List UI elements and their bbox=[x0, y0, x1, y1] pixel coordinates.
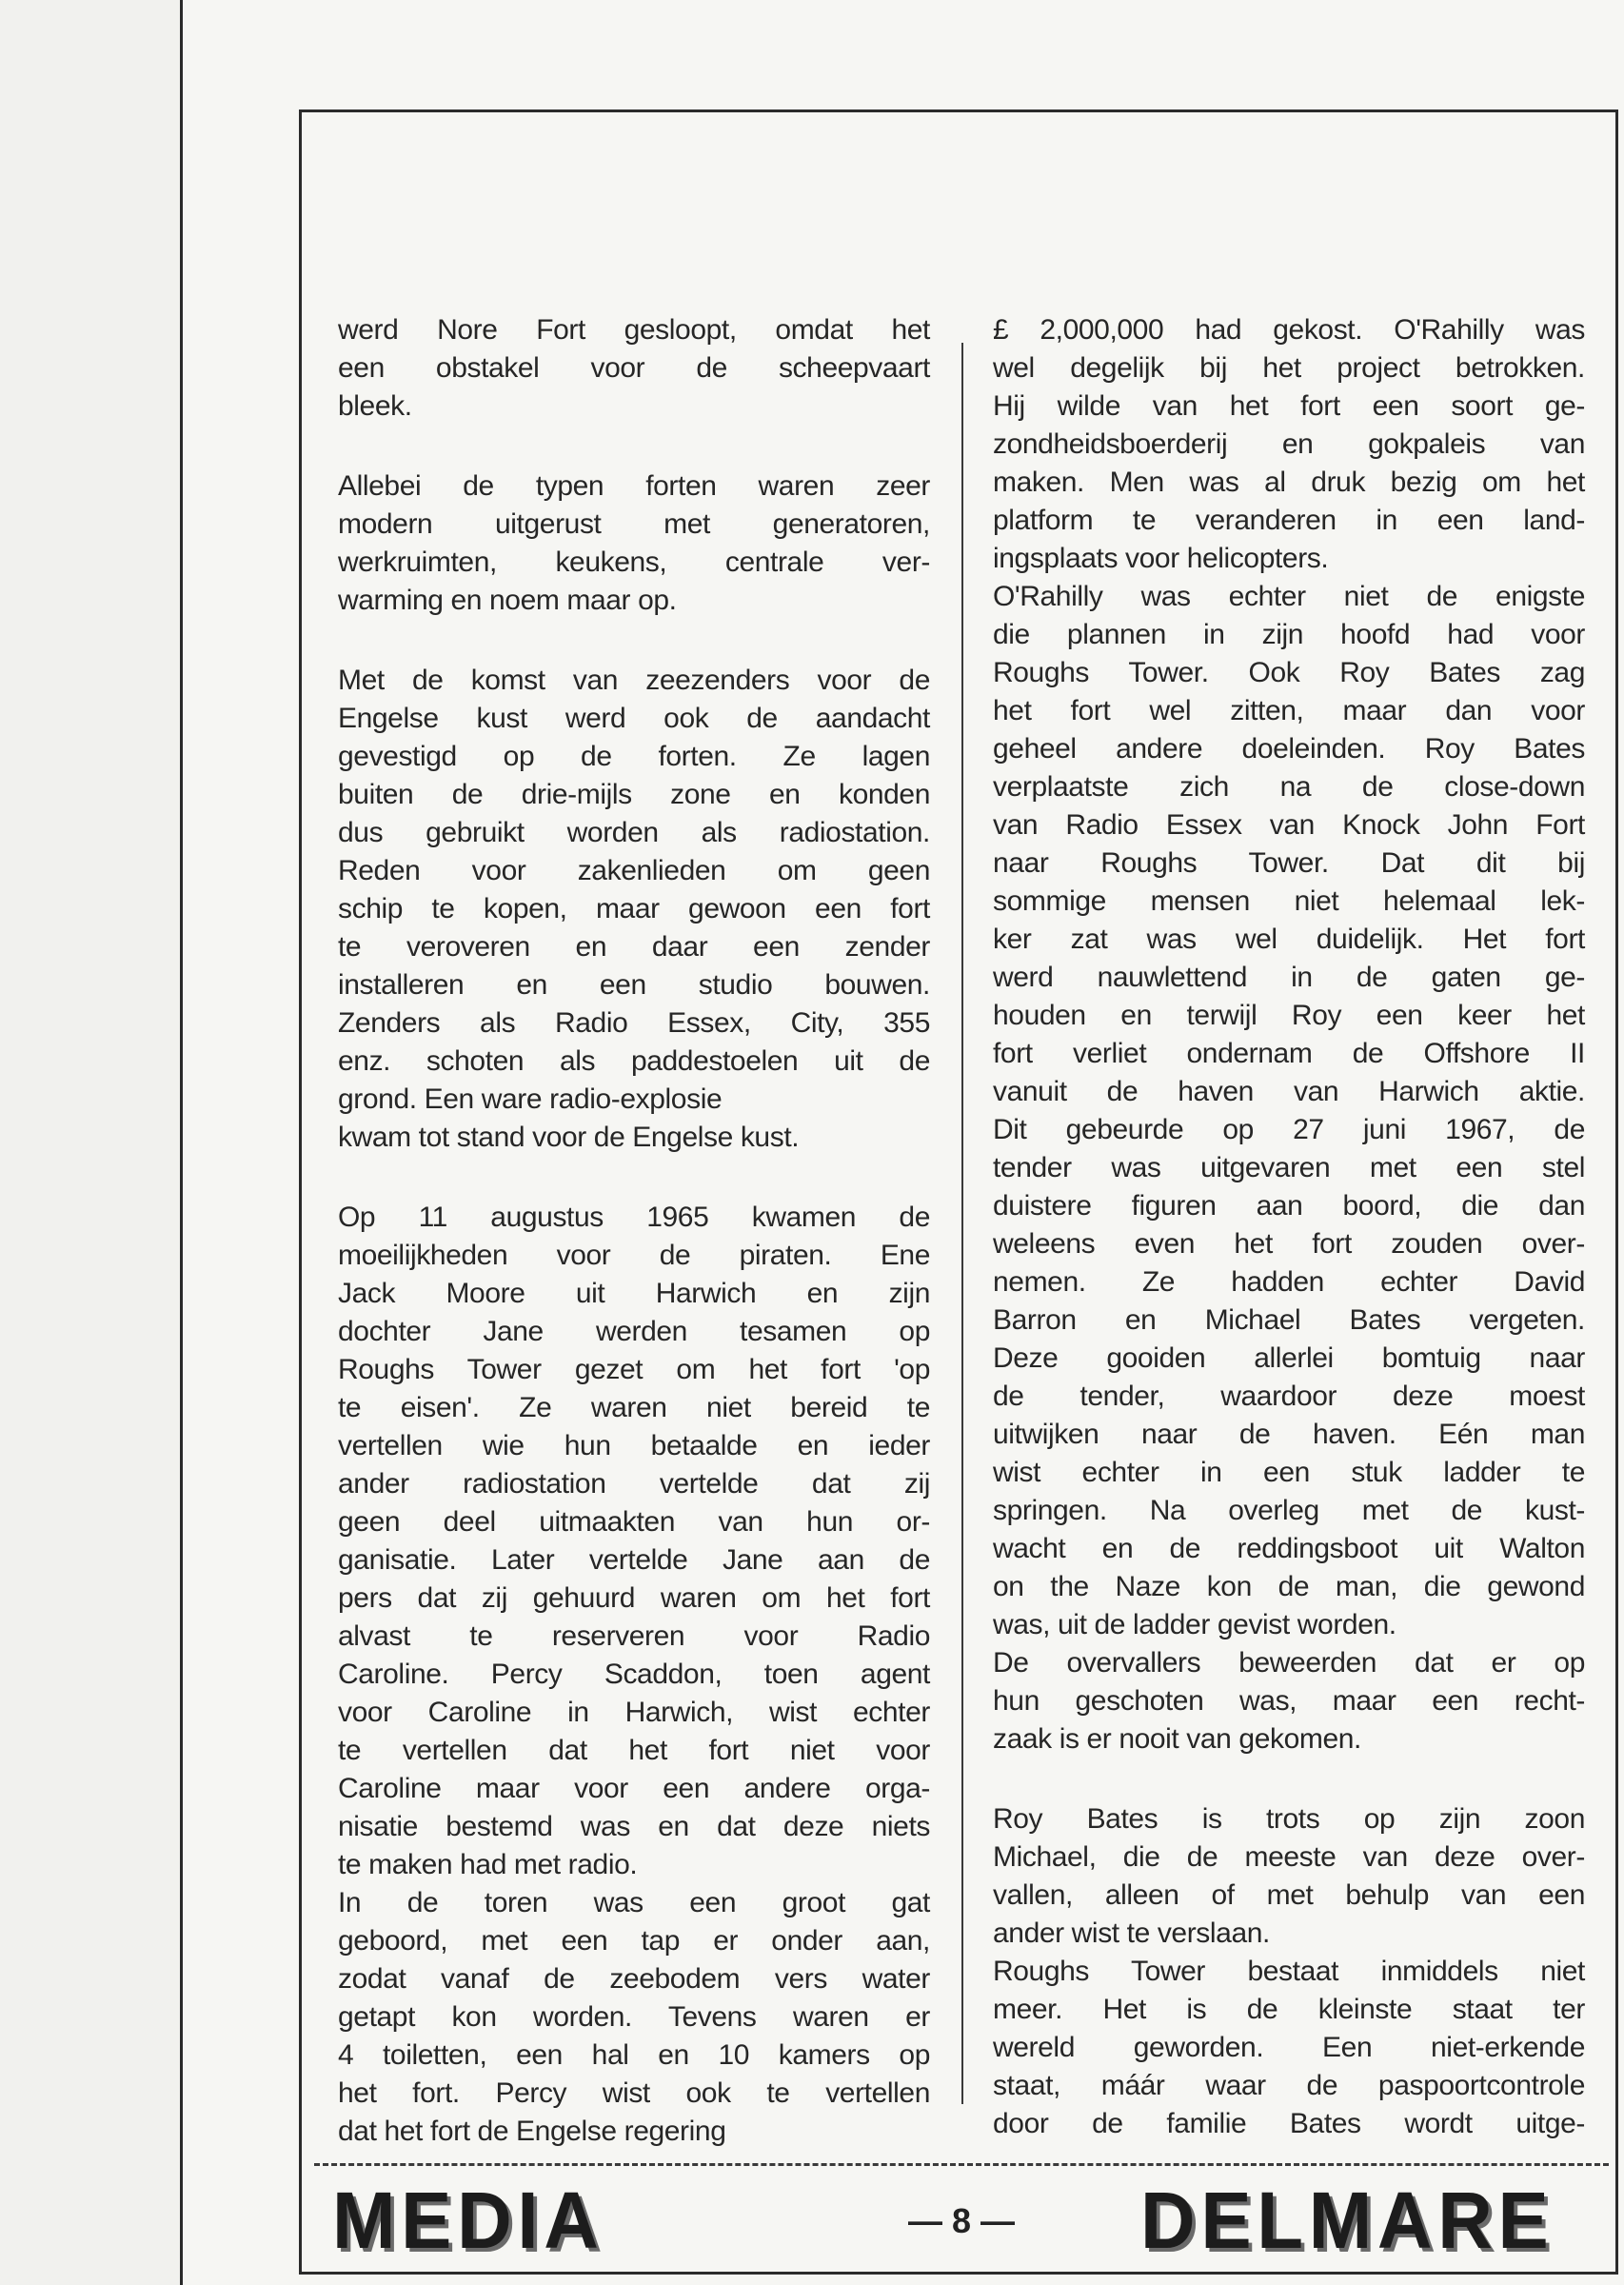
column-divider bbox=[961, 343, 963, 2104]
text-line: on the Naze kon de man, die gewond bbox=[993, 1571, 1585, 1602]
text-line: buiten de drie-mijls zone en konden bbox=[338, 779, 930, 810]
text-line: staat, máár waar de paspoortcontrole bbox=[993, 2070, 1585, 2101]
text-line: te eisen'. Ze waren niet bereid te bbox=[338, 1392, 930, 1423]
text-line: het fort. Percy wist ook te vertellen bbox=[338, 2077, 930, 2109]
text-line: gevestigd op de forten. Ze lagen bbox=[338, 741, 930, 772]
text-line: geboord, met een tap er onder aan, bbox=[338, 1925, 930, 1957]
text-line: Zenders als Radio Essex, City, 355 bbox=[338, 1007, 930, 1039]
text-line: de tender, waardoor deze moest bbox=[993, 1381, 1585, 1412]
text-line: een obstakel voor de scheepvaart bbox=[338, 352, 930, 384]
paragraph bbox=[338, 662, 930, 1119]
text-line: weleens even het fort zouden over- bbox=[993, 1228, 1585, 1260]
text-line: ander wist te verslaan. bbox=[993, 1917, 1270, 1949]
text-block bbox=[338, 1199, 930, 2151]
paragraph bbox=[338, 311, 930, 426]
text-line: warming en noem maar op. bbox=[338, 585, 677, 616]
text-line: Roughs Tower gezet om het fort 'op bbox=[338, 1354, 930, 1385]
text-line: het fort wel zitten, maar dan voor bbox=[993, 695, 1585, 726]
text-line: geheel andere doeleinden. Roy Bates bbox=[993, 733, 1585, 765]
text-line: ganisatie. Later vertelde Jane aan de bbox=[338, 1544, 930, 1576]
text-line: dochter Jane werden tesamen op bbox=[338, 1316, 930, 1347]
paragraph bbox=[338, 1119, 930, 1157]
footer-rule bbox=[314, 2163, 1609, 2166]
paragraph bbox=[993, 1953, 1585, 2143]
text-line: geen deel uitmaakten van hun or- bbox=[338, 1506, 930, 1538]
paragraph bbox=[338, 1199, 930, 1884]
text-line: modern uitgerust met generatoren, bbox=[338, 508, 930, 540]
text-line: Dit gebeurde op 27 juni 1967, de bbox=[993, 1114, 1585, 1145]
right-column bbox=[993, 311, 1585, 2185]
text-line: springen. Na overleg met de kust- bbox=[993, 1495, 1585, 1526]
text-line: maken. Men was al druk bezig om het bbox=[993, 467, 1585, 498]
text-line: enz. schoten als paddestoelen uit de bbox=[338, 1045, 930, 1077]
text-line: nisatie bestemd was en dat deze niets bbox=[338, 1811, 930, 1842]
paragraph bbox=[993, 1800, 1585, 1953]
text-line: Engelse kust werd ook de aandacht bbox=[338, 703, 930, 734]
text-line: door de familie Bates wordt uitge- bbox=[993, 2108, 1585, 2139]
text-line: uitwijken naar de haven. Eén man bbox=[993, 1419, 1585, 1450]
text-line: Jack Moore uit Harwich en zijn bbox=[338, 1278, 930, 1309]
text-line: was, uit de ladder gevist worden. bbox=[993, 1609, 1396, 1640]
text-line: wist echter in een stuk ladder te bbox=[993, 1457, 1585, 1488]
text-line: fort verliet ondernam de Offshore II bbox=[993, 1038, 1585, 1069]
text-line: Roughs Tower bestaat inmiddels niet bbox=[993, 1956, 1585, 1987]
text-line: O'Rahilly was echter niet de enigste bbox=[993, 581, 1585, 612]
text-line: wereld geworden. Een niet-erkende bbox=[993, 2032, 1585, 2063]
text-line: sommige mensen niet helemaal lek- bbox=[993, 885, 1585, 917]
page-number: — 8 — bbox=[907, 2201, 1016, 2240]
text-line: grond. Een ware radio-explosie bbox=[338, 1083, 723, 1115]
text-line: die plannen in zijn hoofd had voor bbox=[993, 619, 1585, 650]
text-line: Reden voor zakenlieden om geen bbox=[338, 855, 930, 886]
paragraph bbox=[338, 1884, 930, 2151]
text-line: £ 2,000,000 had gekost. O'Rahilly was bbox=[993, 314, 1585, 346]
text-line: nemen. Ze hadden echter David bbox=[993, 1266, 1585, 1298]
text-line: voor Caroline in Harwich, wist echter bbox=[338, 1697, 930, 1728]
delmare-logo: DELMARE bbox=[1140, 2176, 1555, 2265]
text-line: zondheidsboerderij en gokpaleis van bbox=[993, 428, 1585, 460]
text-block bbox=[338, 311, 930, 426]
text-line: De overvallers beweerden dat er op bbox=[993, 1647, 1585, 1679]
text-line: vallen, alleen of met behulp van een bbox=[993, 1879, 1585, 1911]
text-block bbox=[993, 1800, 1585, 2143]
paragraph bbox=[338, 467, 930, 620]
text-line: zaak is er nooit van gekomen. bbox=[993, 1723, 1361, 1755]
text-line: schip te kopen, maar gewoon een fort bbox=[338, 893, 930, 924]
text-line: Caroline. Percy Scaddon, toen agent bbox=[338, 1659, 930, 1690]
text-line: vanuit de haven van Harwich aktie. bbox=[993, 1076, 1585, 1107]
text-line: Michael, die de meeste van deze over- bbox=[993, 1841, 1585, 1873]
paragraph bbox=[993, 578, 1585, 1644]
text-line: hun geschoten was, maar een recht- bbox=[993, 1685, 1585, 1717]
text-line: bleek. bbox=[338, 390, 412, 422]
text-line: zodat vanaf de zeebodem vers water bbox=[338, 1963, 930, 1995]
text-line: Allebei de typen forten waren zeer bbox=[338, 470, 930, 502]
text-line: Roughs Tower. Ook Roy Bates zag bbox=[993, 657, 1585, 688]
text-line: Caroline maar voor een andere orga- bbox=[338, 1773, 930, 1804]
left-column bbox=[338, 311, 930, 2193]
text-line: platform te veranderen in een land- bbox=[993, 505, 1585, 536]
binding-line bbox=[180, 0, 183, 2285]
text-line: alvast te reserveren voor Radio bbox=[338, 1620, 930, 1652]
paragraph bbox=[993, 311, 1585, 578]
text-block bbox=[993, 311, 1585, 1758]
text-line: werkruimten, keukens, centrale ver- bbox=[338, 546, 930, 578]
text-block bbox=[338, 467, 930, 620]
text-line: van Radio Essex van Knock John Fort bbox=[993, 809, 1585, 841]
text-line: moeilijkheden voor de piraten. Ene bbox=[338, 1240, 930, 1271]
text-line: te veroveren en daar een zender bbox=[338, 931, 930, 963]
text-line: te maken had met radio. bbox=[338, 1849, 638, 1880]
text-line: tender was uitgevaren met een stel bbox=[993, 1152, 1585, 1183]
text-line: werd nauwlettend in de gaten ge- bbox=[993, 962, 1585, 993]
text-line: Barron en Michael Bates vergeten. bbox=[993, 1304, 1585, 1336]
text-line: dus gebruikt worden als radiostation. bbox=[338, 817, 930, 848]
text-line: vertellen wie hun betaalde en ieder bbox=[338, 1430, 930, 1461]
text-line: duistere figuren aan boord, die dan bbox=[993, 1190, 1585, 1222]
text-line: getapt kon worden. Tevens waren er bbox=[338, 2001, 930, 2033]
media-logo: MEDIA bbox=[332, 2176, 604, 2265]
text-line: Hij wilde van het fort een soort ge- bbox=[993, 390, 1585, 422]
text-line: ingsplaats voor helicopters. bbox=[993, 543, 1329, 574]
text-line: ander radiostation vertelde dat zij bbox=[338, 1468, 930, 1500]
text-line: naar Roughs Tower. Dat dit bij bbox=[993, 847, 1585, 879]
text-line: ker zat was wel duidelijk. Het fort bbox=[993, 924, 1585, 955]
text-line: Met de komst van zeezenders voor de bbox=[338, 665, 930, 696]
text-line: werd Nore Fort gesloopt, omdat het bbox=[338, 314, 930, 346]
text-line: installeren en een studio bouwen. bbox=[338, 969, 930, 1001]
text-line: dat het fort de Engelse regering bbox=[338, 2116, 726, 2147]
text-line: wacht en de reddingsboot uit Walton bbox=[993, 1533, 1585, 1564]
text-line: te vertellen dat het fort niet voor bbox=[338, 1735, 930, 1766]
text-line: In de toren was een groot gat bbox=[338, 1887, 930, 1918]
text-line: houden en terwijl Roy een keer het bbox=[993, 1000, 1585, 1031]
text-line: kwam tot stand voor de Engelse kust. bbox=[338, 1122, 800, 1153]
text-line: wel degelijk bij het project betrokken. bbox=[993, 352, 1585, 384]
text-block bbox=[338, 662, 930, 1157]
text-line: 4 toiletten, een hal en 10 kamers op bbox=[338, 2039, 930, 2071]
text-line: verplaatste zich na de close-down bbox=[993, 771, 1585, 803]
text-line: Roy Bates is trots op zijn zoon bbox=[993, 1803, 1585, 1835]
paragraph bbox=[993, 1644, 1585, 1758]
text-line: pers dat zij gehuurd waren om het fort bbox=[338, 1582, 930, 1614]
text-line: meer. Het is de kleinste staat ter bbox=[993, 1994, 1585, 2025]
text-line: Op 11 augustus 1965 kwamen de bbox=[338, 1202, 930, 1233]
scan-binding-edge bbox=[0, 0, 181, 2285]
text-line: Deze gooiden allerlei bomtuig naar bbox=[993, 1342, 1585, 1374]
